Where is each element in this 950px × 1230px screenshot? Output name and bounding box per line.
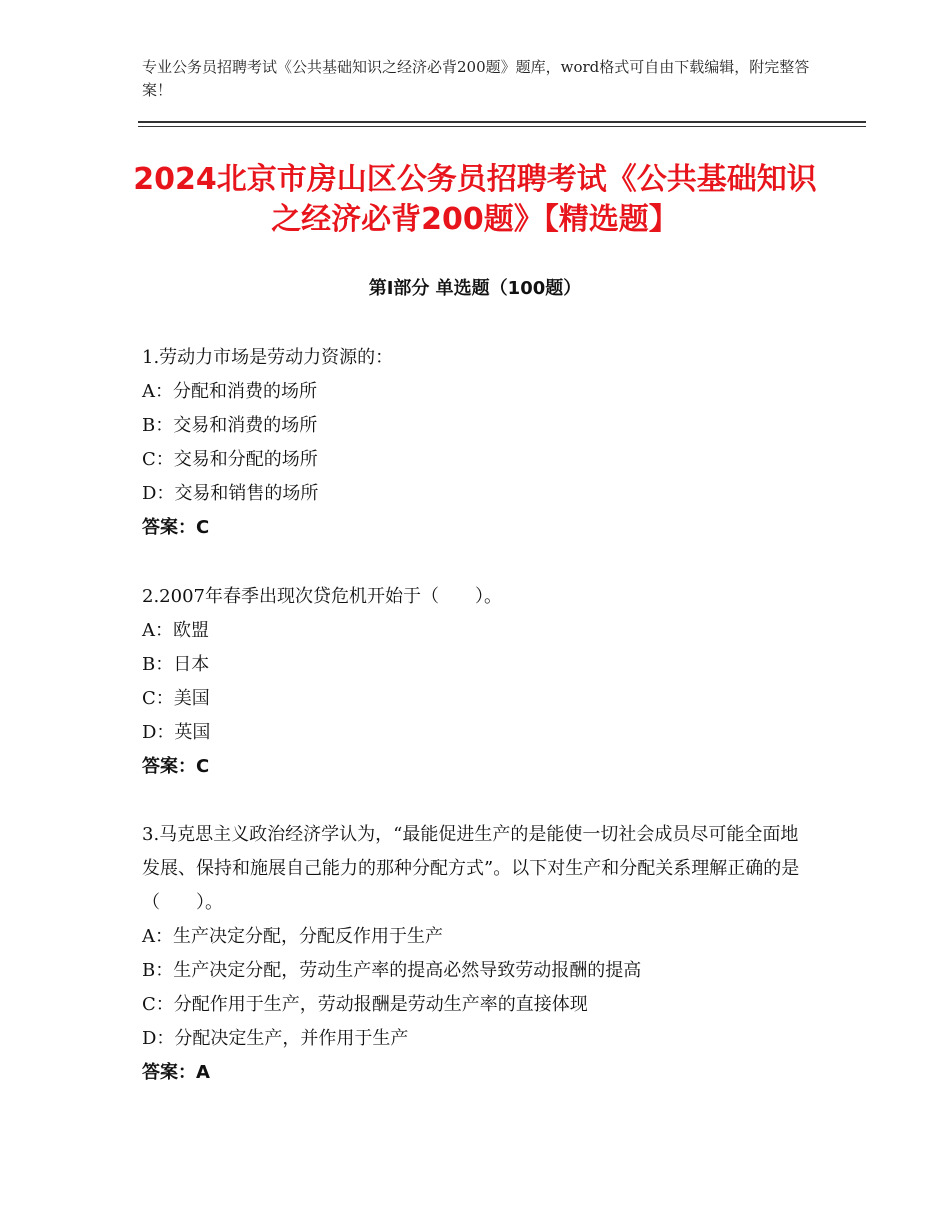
option-b: B：日本 xyxy=(142,654,210,675)
option-c: C：交易和分配的场所 xyxy=(142,449,318,470)
header-rule-thin xyxy=(138,126,866,127)
section-title: 第Ⅰ部分 单选题（100题） xyxy=(368,278,582,299)
option-d: D：分配决定生产，并作用于生产 xyxy=(142,1028,409,1049)
option-c: C：分配作用于生产，劳动报酬是劳动生产率的直接体现 xyxy=(142,994,588,1015)
question-stem: 2.2007年春季出现次贷危机开始于（ ）。 xyxy=(142,586,502,607)
header-rule-thick xyxy=(138,121,866,123)
question-stem: 1.劳动力市场是劳动力资源的： xyxy=(142,347,394,368)
question-3 xyxy=(142,818,808,1090)
question-2 xyxy=(142,580,808,784)
option-c: C：美国 xyxy=(142,688,210,709)
option-b: B：交易和消费的场所 xyxy=(142,415,318,436)
document-title: 2024北京市房山区公务员招聘考试《公共基础知识之经济必背200题》【精选题】 xyxy=(133,162,817,237)
answer: 答案：C xyxy=(142,756,210,777)
option-b: B：生产决定分配，劳动生产率的提高必然导致劳动报酬的提高 xyxy=(142,960,642,981)
question-stem: 3.马克思主义政治经济学认为，“最能促进生产的是能使一切社会成员尽可能全面地发展、保持和施展自己能力的那种分配方式”。以下对生产和分配关系理解正确的是（ ）。 xyxy=(142,824,800,913)
option-a: A：分配和消费的场所 xyxy=(142,381,317,402)
answer: 答案：A xyxy=(142,1062,210,1083)
answer: 答案：C xyxy=(142,517,210,538)
option-a: A：欧盟 xyxy=(142,620,209,641)
question-1 xyxy=(142,341,808,545)
header-note: 专业公务员招聘考试《公共基础知识之经济必背200题》题库，word格式可自由下载编辑，附完整答案！ xyxy=(142,58,810,99)
option-d: D：交易和销售的场所 xyxy=(142,483,319,504)
option-a: A：生产决定分配，分配反作用于生产 xyxy=(142,926,443,947)
option-d: D：英国 xyxy=(142,722,211,743)
